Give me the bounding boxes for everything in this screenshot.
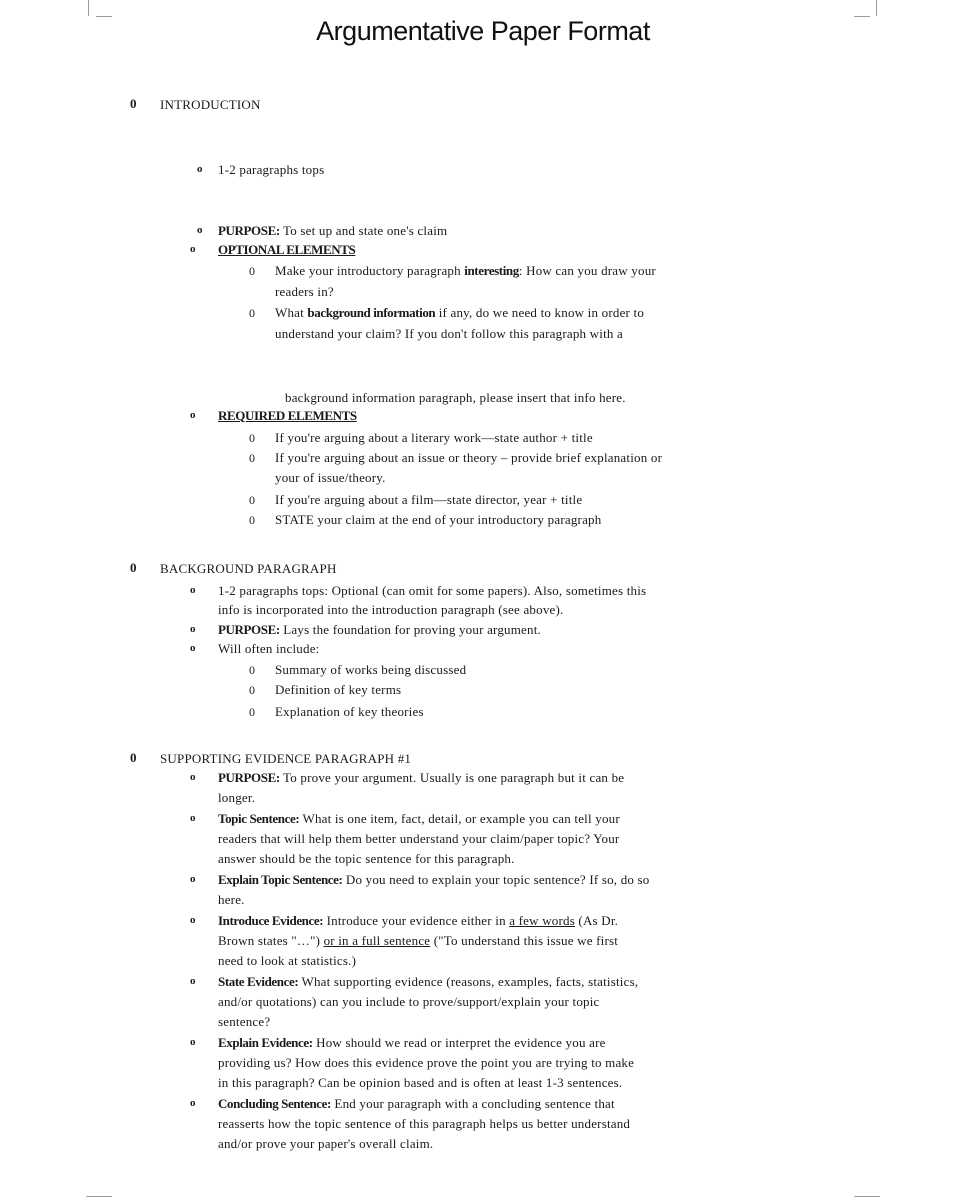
supporting-explain: Explain Evidence: How should we read or interpret the evidence you are — [218, 1035, 606, 1050]
bullet-l2: o — [190, 873, 196, 885]
crop-mark-top-right — [876, 0, 877, 16]
bullet-l1: 0 — [130, 750, 137, 765]
section-heading-supporting: SUPPORTING EVIDENCE PARAGRAPH #1 — [160, 751, 412, 766]
supporting-explain-cont: providing us? How does this evidence prove the point you are trying to make — [218, 1055, 635, 1070]
bullet-l3: 0 — [249, 663, 255, 677]
supporting-introduce: Introduce Evidence: Introduce your evidence either in a few words (As Dr. — [218, 913, 619, 928]
intro-required-item: If you're arguing about an issue or theory – provide brief explanation or — [275, 450, 663, 465]
bullet-l2: o — [190, 243, 196, 255]
bullet-l2: o — [190, 812, 196, 824]
bullet-l2: o — [190, 623, 196, 635]
supporting-state-cont: and/or quotations) can you include to prove/support/explain your topic — [218, 994, 600, 1009]
bullet-l2: o — [190, 409, 196, 421]
supporting-state-cont: sentence? — [218, 1014, 271, 1029]
bullet-l3: 0 — [249, 451, 255, 465]
crop-mark-top-left — [88, 0, 89, 16]
background-include-intro: Will often include: — [218, 641, 320, 656]
supporting-purpose: PURPOSE: To prove your argument. Usually is one paragraph but it can be — [218, 770, 625, 785]
background-include-item: Definition of key terms — [275, 682, 402, 697]
bullet-l2: o — [197, 224, 203, 236]
bullet-l2: o — [197, 163, 203, 175]
supporting-topic-cont: answer should be the topic sentence for this paragraph. — [218, 851, 515, 866]
intro-required-item-cont: your of issue/theory. — [275, 470, 386, 485]
bullet-l2: o — [190, 771, 196, 783]
supporting-concluding: Concluding Sentence: End your paragraph with a concluding sentence that — [218, 1096, 615, 1111]
supporting-concluding-cont: and/or prove your paper's overall claim. — [218, 1136, 434, 1151]
bullet-l3: 0 — [249, 431, 255, 445]
crop-mark-bottom-left — [86, 1196, 112, 1197]
bullet-l2: o — [190, 914, 196, 926]
intro-optional-heading: OPTIONAL ELEMENTS — [218, 242, 356, 257]
background-purpose: PURPOSE: Lays the foundation for proving your argument. — [218, 622, 541, 637]
intro-purpose: PURPOSE: To set up and state one's claim — [218, 223, 448, 238]
crop-mark-bottom-right — [854, 1196, 880, 1197]
supporting-explain-topic-cont: here. — [218, 892, 245, 907]
intro-optional-item-cont: background information paragraph, please insert that info here. — [285, 390, 626, 405]
background-include-item: Explanation of key theories — [275, 704, 424, 719]
bullet-l3: 0 — [249, 493, 255, 507]
bullet-l3: 0 — [249, 513, 255, 527]
bullet-l3: 0 — [249, 264, 255, 278]
intro-required-item: If you're arguing about a film—state director, year + title — [275, 492, 583, 507]
intro-optional-item: Make your introductory paragraph interesting: How can you draw your — [275, 263, 656, 278]
intro-optional-item-cont: understand your claim? If you don't follow this paragraph with a — [275, 326, 624, 341]
intro-optional-item: What background information if any, do we need to know in order to — [275, 305, 645, 320]
background-length: 1-2 paragraphs tops: Optional (can omit for some papers). Also, sometimes this — [218, 583, 647, 598]
background-length-cont: info is incorporated into the introduction paragraph (see above). — [218, 602, 564, 617]
supporting-introduce-cont: Brown states "…") or in a full sentence ("To understand this issue we first — [218, 933, 619, 948]
supporting-explain-topic: Explain Topic Sentence: Do you need to explain your topic sentence? If so, do so — [218, 872, 650, 887]
section-heading-introduction: INTRODUCTION — [160, 97, 261, 112]
supporting-explain-cont: in this paragraph? Can be opinion based and is often at least 1-3 sentences. — [218, 1075, 623, 1090]
supporting-introduce-cont: need to look at statistics.) — [218, 953, 357, 968]
bullet-l2: o — [190, 584, 196, 596]
bullet-l3: 0 — [249, 683, 255, 697]
intro-required-heading: REQUIRED ELEMENTS — [218, 408, 357, 423]
supporting-purpose-cont: longer. — [218, 790, 256, 805]
supporting-concluding-cont: reasserts how the topic sentence of this paragraph helps us better understand — [218, 1116, 631, 1131]
bullet-l3: 0 — [249, 705, 255, 719]
supporting-state: State Evidence: What supporting evidence (reasons, examples, facts, statistics, — [218, 974, 639, 989]
intro-optional-item-cont: readers in? — [275, 284, 334, 299]
bullet-l2: o — [190, 642, 196, 654]
bullet-l3: 0 — [249, 306, 255, 320]
intro-required-item: STATE your claim at the end of your introductory paragraph — [275, 512, 602, 527]
bullet-l1: 0 — [130, 560, 137, 575]
supporting-topic-cont: readers that will help them better understand your claim/paper topic? Your — [218, 831, 620, 846]
supporting-topic: Topic Sentence: What is one item, fact, detail, or example you can tell your — [218, 811, 620, 826]
intro-required-item: If you're arguing about a literary work—state author + title — [275, 430, 593, 445]
background-include-item: Summary of works being discussed — [275, 662, 467, 677]
page-title: Argumentative Paper Format — [316, 16, 650, 46]
intro-length: 1-2 paragraphs tops — [218, 162, 325, 177]
bullet-l1: 0 — [130, 96, 137, 111]
bullet-l2: o — [190, 975, 196, 987]
bullet-l2: o — [190, 1036, 196, 1048]
section-heading-background: BACKGROUND PARAGRAPH — [160, 561, 337, 576]
bullet-l2: o — [190, 1097, 196, 1109]
